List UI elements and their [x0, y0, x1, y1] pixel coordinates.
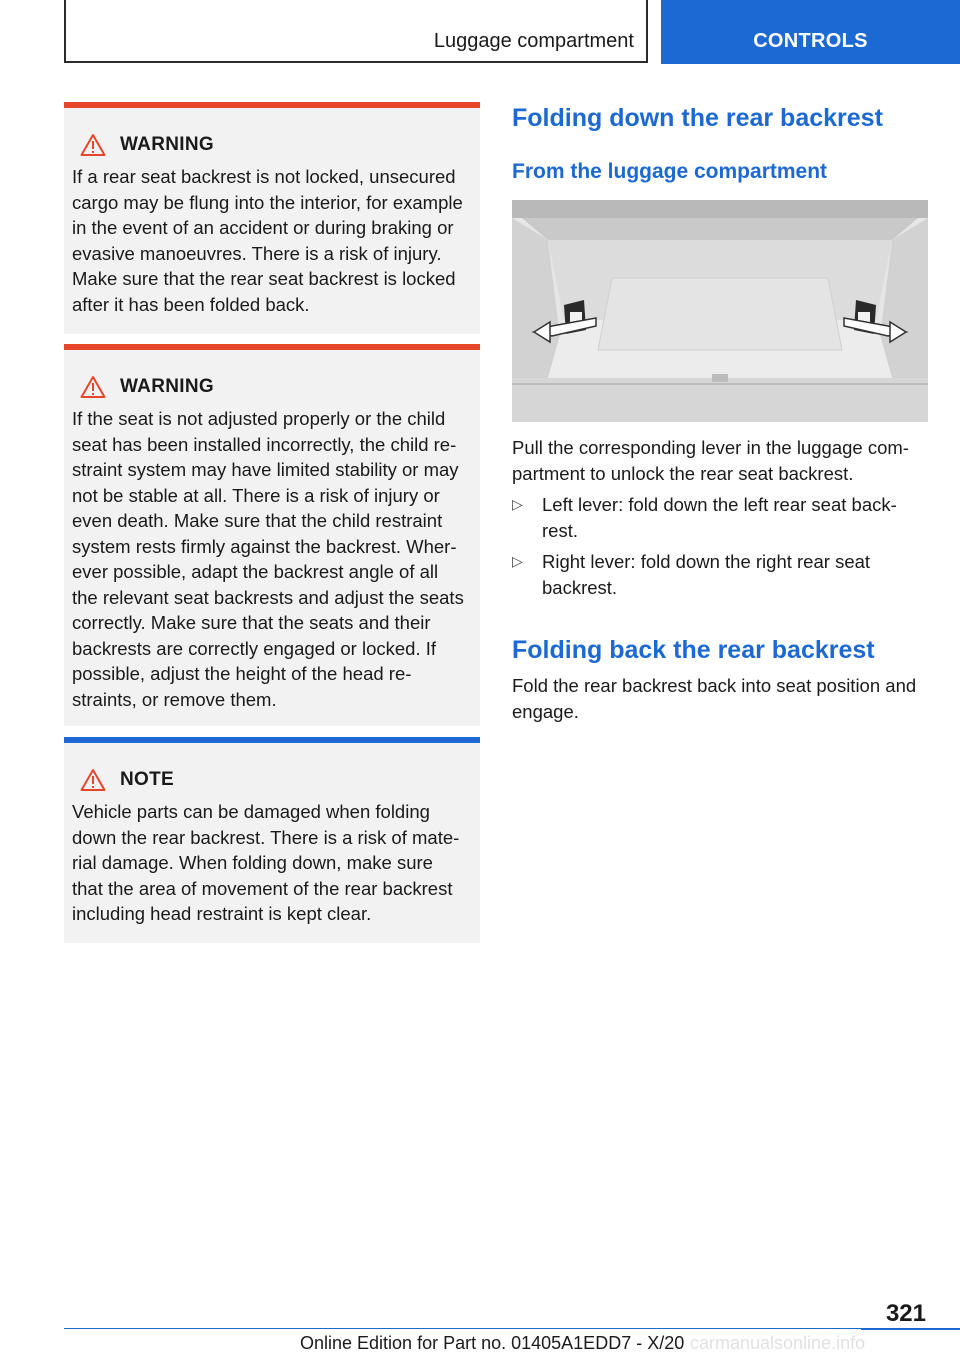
warning-box-2: [64, 344, 480, 726]
warning-box-2-header: [72, 374, 474, 400]
text-line: straint system may have limited stability or may: [72, 459, 459, 480]
text-line: after it has been folded back.: [72, 293, 310, 315]
text-line: Left lever: fold down the left rear seat back-: [542, 494, 897, 515]
header-chapter-title: CONTROLS: [753, 30, 868, 52]
text-line: Vehicle parts can be damaged when folding: [72, 801, 430, 822]
bullet-triangle-icon: ▷: [512, 553, 523, 569]
warning-box-1: [64, 102, 480, 334]
text-line: cargo may be flung into the interior, for example: [72, 191, 463, 213]
text-line: partment to unlock the rear seat backrest.: [512, 462, 854, 484]
trunk-illustration: [512, 200, 928, 422]
note-box-text: [72, 799, 474, 927]
text-line: including head restraint is kept clear.: [72, 903, 372, 924]
text-line: even death. Make sure that the child restraint: [72, 510, 443, 531]
subheading-from-luggage-compartment: From the luggage compartment: [512, 160, 828, 183]
warning-box-2-text: [72, 406, 474, 712]
text-line: engage.: [512, 700, 579, 722]
text-line: down the rear backrest. There is a risk of mate-: [72, 826, 460, 848]
text-line: not be stable at all. There is a risk of injury or: [72, 484, 440, 506]
text-line: ever possible, adapt the backrest angle of all: [72, 561, 439, 582]
note-box: [64, 737, 480, 943]
final-paragraph: [512, 673, 932, 724]
text-line: Right lever: fold down the right rear seat: [542, 551, 871, 572]
text-line: backrest.: [542, 576, 618, 598]
text-line: rial damage. When folding down, make sure: [72, 852, 433, 873]
warning-box-1-title: WARNING: [120, 134, 214, 155]
footer-watermark: carmanualsonline.info: [690, 1333, 866, 1353]
warning-box-1-header: [72, 132, 474, 158]
note-box-header: [72, 767, 474, 793]
footer-edition-text: Online Edition for Part no. 01405A1EDD7 - X/20: [300, 1333, 685, 1353]
text-line: If the seat is not adjusted properly or the child: [72, 408, 446, 429]
text-line: the relevant seat backrests and adjust the seats: [72, 586, 464, 608]
bullet-text: [542, 492, 932, 543]
text-line: correctly. Make sure that the seats and their: [72, 612, 431, 633]
footer-divider-accent: [861, 1328, 960, 1330]
warning-box-1-text: [72, 164, 474, 317]
warning-box-2-title: WARNING: [120, 376, 214, 397]
bullet-right-lever: [512, 549, 932, 600]
text-line: system rests firmly against the backrest. Wher-: [72, 535, 457, 557]
heading-folding-down: Folding down the rear backrest: [512, 104, 883, 132]
text-line: seat has been installed incorrectly, the child re-: [72, 433, 457, 455]
bullet-left-lever: [512, 492, 932, 543]
text-line: Fold the rear backrest back into seat position and: [512, 675, 917, 696]
text-line: straints, or remove them.: [72, 688, 277, 710]
warning-triangle-icon: [80, 375, 106, 399]
text-line: Make sure that the rear seat backrest is locked: [72, 268, 456, 289]
text-line: backrests are correctly engaged or locked. If: [72, 637, 437, 659]
text-line: evasive manoeuvres. There is a risk of injury.: [72, 242, 442, 264]
text-line: If a rear seat backrest is not locked, unsecured: [72, 166, 456, 187]
header-section-tab: [64, 0, 648, 63]
bullet-triangle-icon: ▷: [512, 496, 523, 512]
text-line: rest.: [542, 519, 578, 541]
text-line: that the area of movement of the rear backrest: [72, 877, 453, 899]
footer-divider: [64, 1328, 861, 1329]
text-line: possible, adjust the height of the head re-: [72, 663, 412, 684]
intro-paragraph: [512, 435, 932, 486]
note-box-title: NOTE: [120, 769, 174, 790]
text-line: in the event of an accident or during braking or: [72, 217, 454, 238]
heading-folding-back: Folding back the rear backrest: [512, 636, 875, 664]
text-line: Pull the corresponding lever in the luggage com-: [512, 437, 909, 458]
warning-triangle-icon: [80, 133, 106, 157]
bullet-text: [542, 549, 932, 600]
page-number: 321: [885, 1300, 926, 1327]
header-section-title: Luggage compartment: [433, 30, 634, 52]
header-chapter-tab: [661, 0, 960, 64]
warning-triangle-icon: [80, 768, 106, 792]
luggage-compartment-photo: [512, 200, 928, 422]
